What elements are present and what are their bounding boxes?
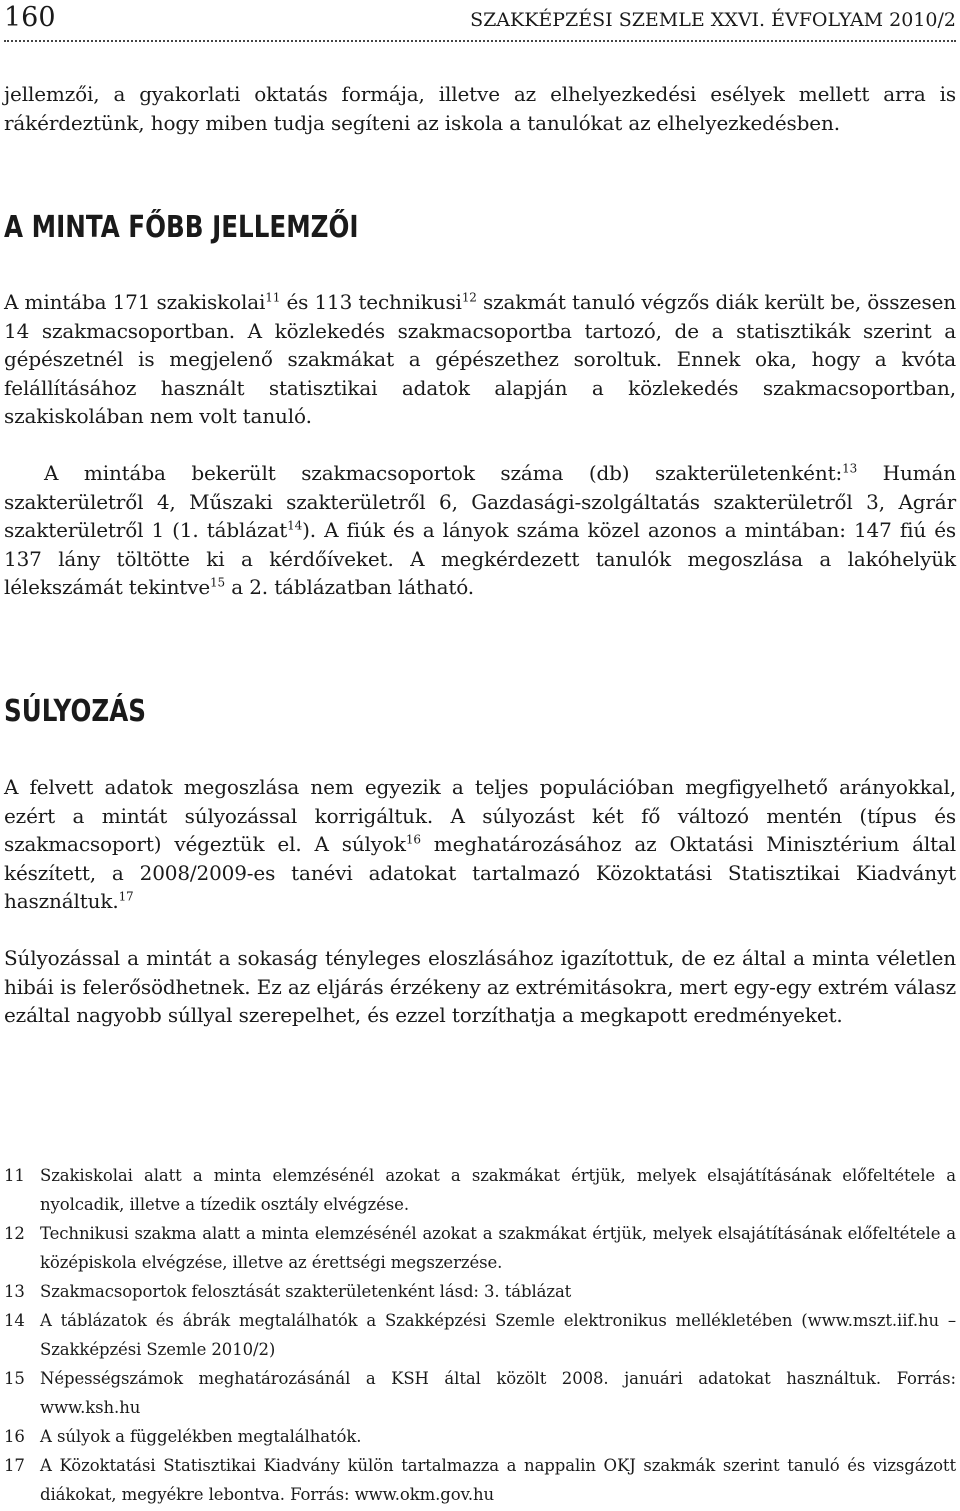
footnote-15 xyxy=(4,1364,956,1422)
footnote-14 xyxy=(4,1306,956,1364)
footnote-number: 15 xyxy=(4,1369,25,1388)
sample-paragraph-2: A mintába bekerült szakmacsoportok száma (db) szakterületenként:$^{13}$ Humán szakterületről 4, Műszaki szakterületről 6, Gazdasági-szolgáltatás szakterületről 3, Agrár szakterületről 1 (1. táblázat$^{14}$). A fiúk és a lányok száma közel azonos a mintában: 147 fiú és 137 lány töltötte ki a kérdőíveket. A megkérdezett tanulók megoszlása a lakóhelyük lélekszámát tekintve$^{15}$ a 2. táblázatban látható. xyxy=(4,461,956,599)
footnotes xyxy=(4,1161,956,1509)
footnote-text: Szakiskolai alatt a minta elemzésénél azokat a szakmákat értjük, melyek elsajátításának előfeltétele a nyolcadik, illetve a tízedik osztály elvégzése. xyxy=(40,1166,956,1214)
footnote-16 xyxy=(4,1422,956,1451)
footnote-number: 16 xyxy=(4,1427,25,1446)
sample-paragraph-1: A mintába 171 szakiskolai$^{11}$ és 113 technikusi$^{12}$ szakmát tanuló végzős diák került be, összesen 14 szakmacsoportban. A közlekedés szakmacsoportba tartozó, de a statisztikák szerint a gépészetnél is megjelenő szakmákat a gépészethez soroltuk. Ennek oka, hogy a kvóta felállításához használt statisztikai adatok alapján a közlekedés szakmacsoportban, szakiskolában nem volt tanuló. xyxy=(4,290,956,428)
footnote-text: A Közoktatási Statisztikai Kiadvány külön tartalmazza a nappalin OKJ szakmák szerint tanuló és vizsgázott diákokat, megyékre lebontva. Forrás: www.okm.gov.hu xyxy=(40,1456,956,1504)
weighting-paragraph-1: A felvett adatok megoszlása nem egyezik a teljes populációban megfigyelhető arányokkal, ezért a mintát súlyozással korrigáltuk. A súlyozást két fő változó mentén (típus és szakmacsoport) végeztük el. A súlyok$^{16}$ meghatározásához az Oktatási Minisztérium által készített, a 2008/2009-es tanévi adatokat tartalmazó Közoktatási Statisztikai Kiadványt használtuk.$^{17}$ xyxy=(4,775,956,913)
weighting-paragraph-2: Súlyozással a mintát a sokaság tényleges eloszlásához igazítottuk, de ez által a minta véletlen hibái is felerősödhetnek. Ez az eljárás érzékeny az extrémitásokra, mert egy-egy extrém válasz ezáltal nagyobb súllyal szerepelhet, és ezzel torzíthatja a megkapott eredményeket. xyxy=(4,946,956,1027)
section-heading-sulyozas: SÚLYOZÁS xyxy=(4,694,146,729)
footnote-ref-12[interactable]: 12 xyxy=(461,290,477,305)
section-heading-minta: A MINTA FŐBB JELLEMZŐI xyxy=(4,210,359,245)
footnote-ref-11[interactable]: 11 xyxy=(265,290,281,305)
intro-paragraph: jellemzői, a gyakorlati oktatás formája, illetve az elhelyezkedési esélyek mellett arra is rákérdeztünk, hogy miben tudja segíteni az iskola a tanulókat az elhelyezkedésben. xyxy=(4,82,956,135)
footnote-17 xyxy=(4,1451,956,1509)
page-number: 160 xyxy=(4,2,56,33)
footnote-number: 12 xyxy=(4,1224,25,1243)
footnote-number: 13 xyxy=(4,1282,25,1301)
running-head: SZAKKÉPZÉSI SZEMLE XXVI. ÉVFOLYAM 2010/2 xyxy=(470,9,956,31)
footnote-11 xyxy=(4,1161,956,1219)
page-header xyxy=(4,0,956,40)
footnote-text: Technikusi szakma alatt a minta elemzésénél azokat a szakmákat értjük, melyek elsajátításának előfeltétele a középiskola elvégzése, illetve az érettségi megszerzése. xyxy=(40,1224,956,1272)
footnote-text: Szakmacsoportok felosztását szakterületenként lásd: 3. táblázat xyxy=(40,1282,572,1301)
footnote-text: A táblázatok és ábrák megtalálhatók a Szakképzési Szemle elektronikus mellékletében (www.mszt.iif.hu – Szakképzési Szemle 2010/2) xyxy=(40,1311,956,1359)
footnote-ref-15[interactable]: 15 xyxy=(210,575,226,590)
footnote-number: 14 xyxy=(4,1311,25,1330)
footnote-ref-14[interactable]: 14 xyxy=(287,518,303,533)
footnote-text: A súlyok a függelékben megtalálhatók. xyxy=(40,1427,362,1446)
footnote-ref-17[interactable]: 17 xyxy=(118,889,134,904)
footnote-ref-16[interactable]: 16 xyxy=(405,832,421,847)
footnote-ref-13[interactable]: 13 xyxy=(842,461,858,476)
footnote-text: Népességszámok meghatározásánál a KSH által közölt 2008. januári adatokat használtuk. Forrás: www.ksh.hu xyxy=(40,1369,956,1417)
footnote-13 xyxy=(4,1277,956,1306)
header-divider xyxy=(4,40,956,42)
footnote-12 xyxy=(4,1219,956,1277)
footnote-number: 11 xyxy=(4,1166,25,1185)
footnote-number: 17 xyxy=(4,1456,25,1475)
